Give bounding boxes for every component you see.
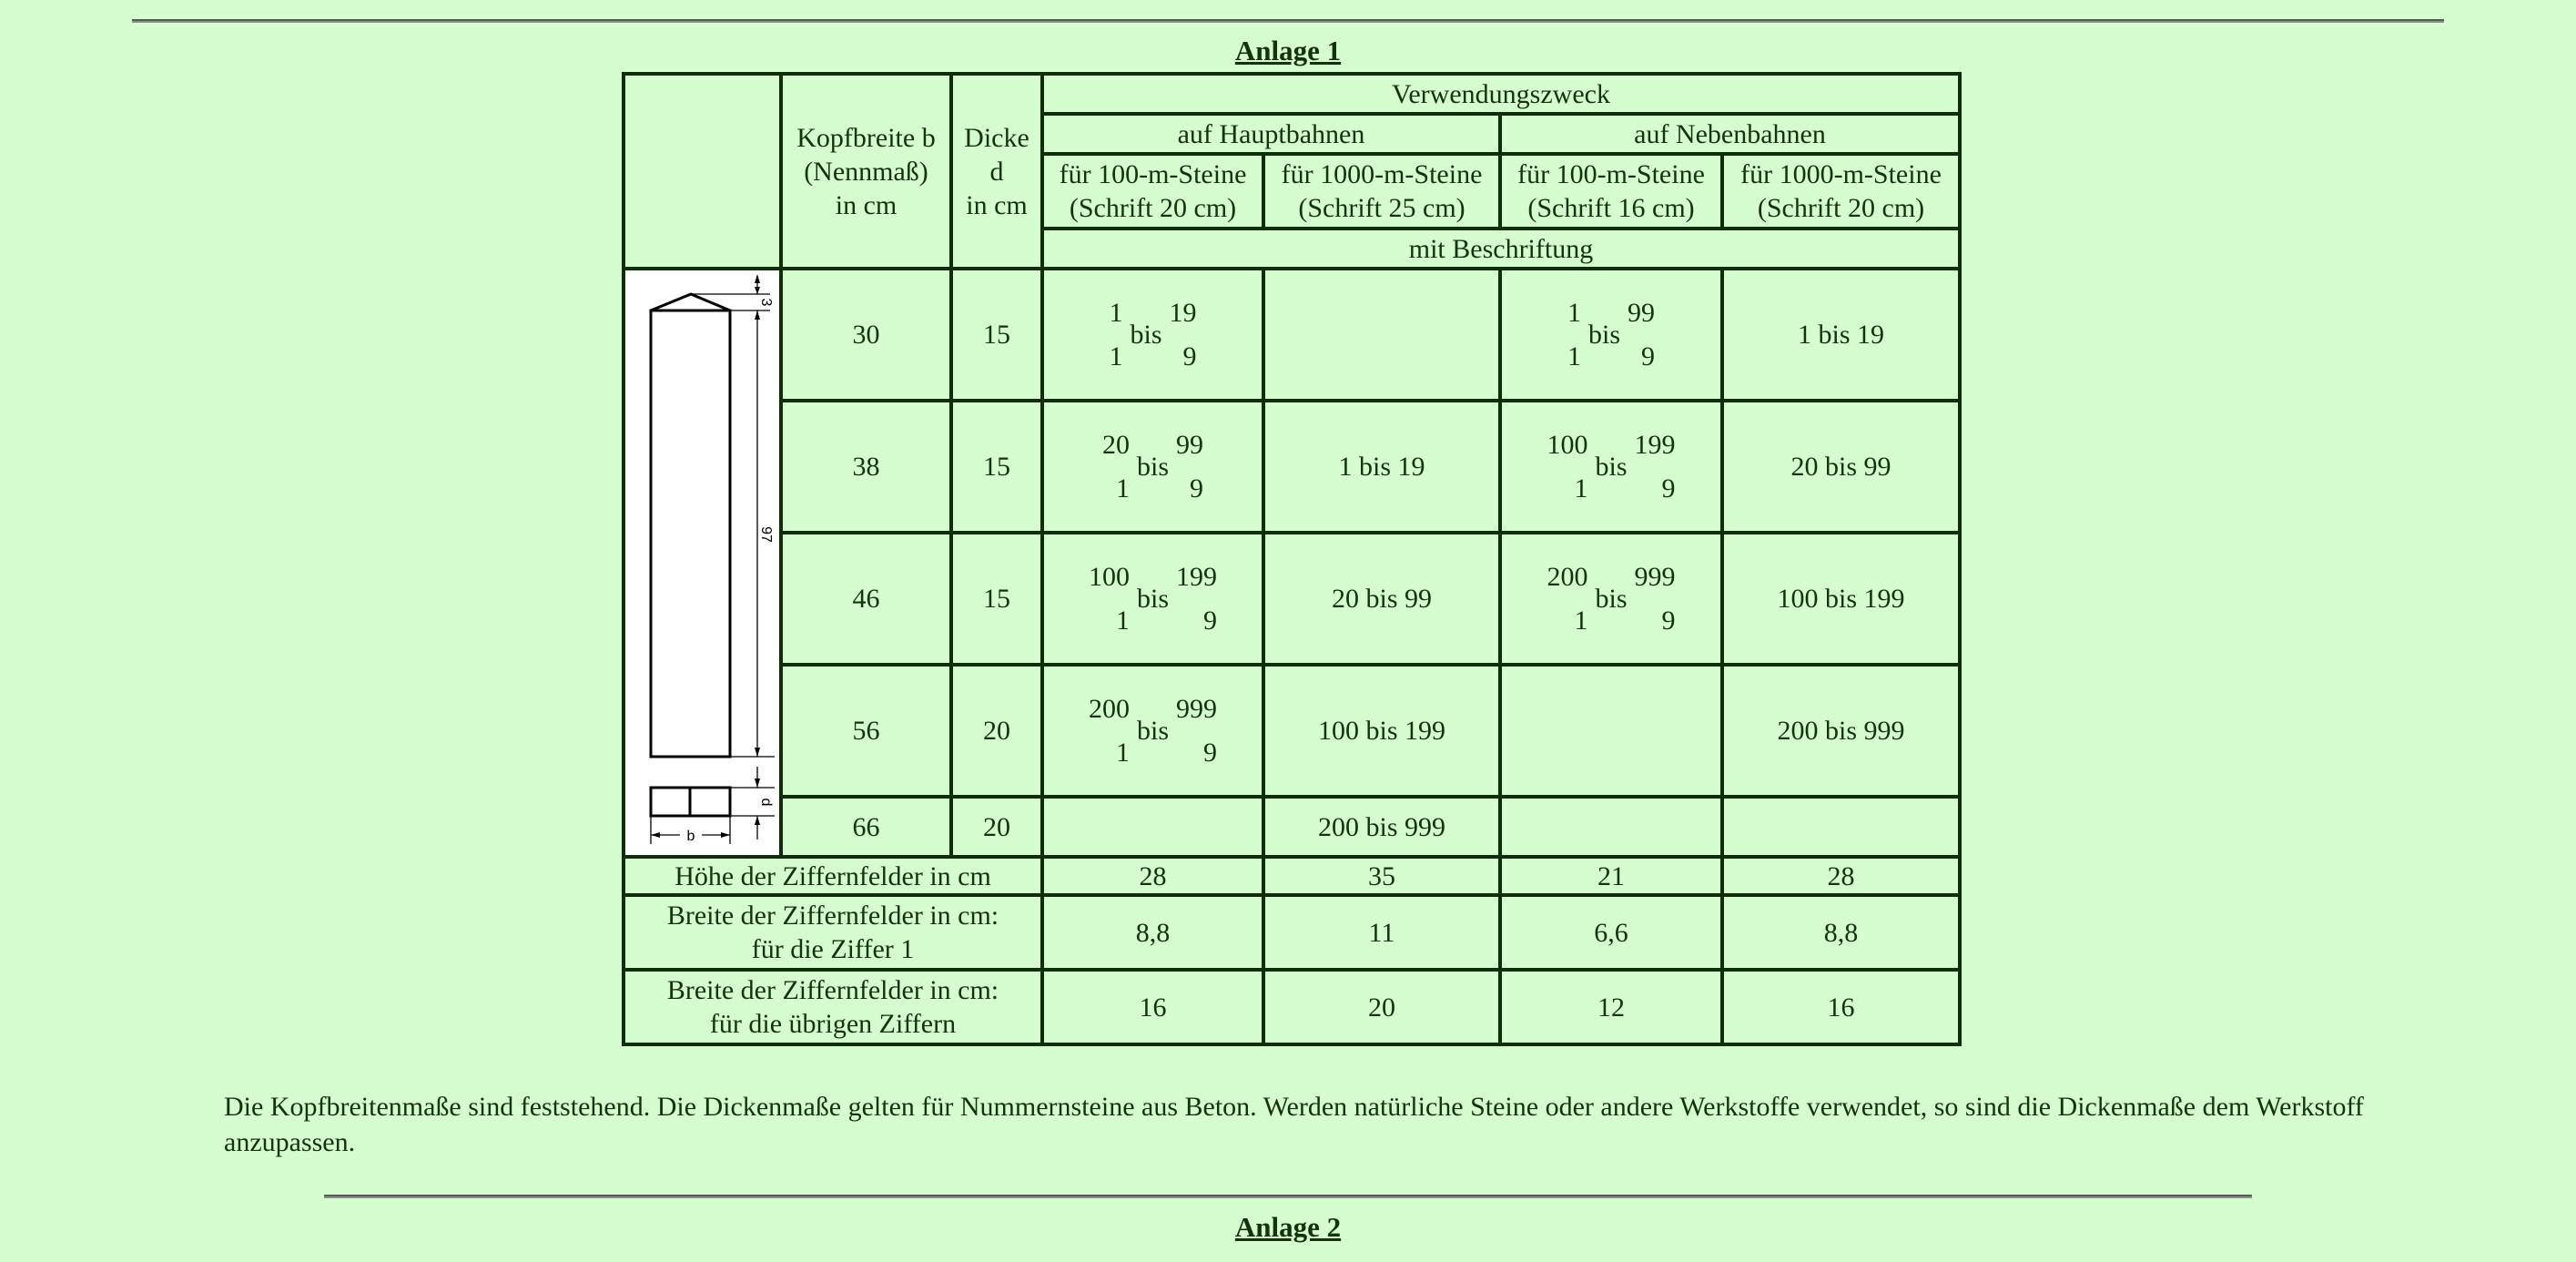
range-from-bottom: 1 bbox=[1115, 473, 1130, 504]
range-to-stack bbox=[1170, 291, 1197, 379]
footer-value-cell: 8,8 bbox=[1042, 895, 1263, 970]
split-range bbox=[1547, 555, 1675, 643]
range-from-top: 100 bbox=[1547, 429, 1588, 460]
range-from-top: 20 bbox=[1101, 429, 1130, 460]
range-to-top: 199 bbox=[1176, 561, 1217, 592]
kopfbreite-cell: 38 bbox=[781, 401, 951, 533]
header-verwendungszweck: Verwendungszweck bbox=[1042, 74, 1960, 114]
dimension-label-3: 3 bbox=[758, 298, 774, 307]
range-from-bottom: 1 bbox=[1567, 341, 1581, 371]
stone-head bbox=[651, 294, 730, 310]
range-from-bottom: 1 bbox=[1115, 605, 1130, 636]
kopfbreite-cell: 56 bbox=[781, 665, 951, 797]
range-cell: 20 bis 99 bbox=[1263, 533, 1500, 665]
footer-value-cell: 11 bbox=[1263, 895, 1500, 970]
footer-label-line: Breite der Ziffernfelder in cm: bbox=[666, 975, 999, 1005]
table-row bbox=[624, 533, 1960, 665]
range-cell bbox=[1500, 401, 1722, 533]
range-from-stack bbox=[1109, 291, 1122, 379]
header-nebenbahnen: auf Nebenbahnen bbox=[1500, 114, 1960, 154]
header-column-line1: für 100-m-Steine bbox=[1517, 159, 1705, 189]
range-to-bottom: 9 bbox=[1641, 341, 1655, 371]
dimension-label-d: d bbox=[758, 798, 774, 807]
table-row-hoehe bbox=[624, 857, 1960, 895]
range-to-bottom: 9 bbox=[1190, 473, 1203, 504]
range-from-bottom: 1 bbox=[1574, 473, 1588, 504]
range-word: bis bbox=[1136, 452, 1169, 483]
range-cell: 100 bis 199 bbox=[1722, 533, 1960, 665]
footer-label-line: für die Ziffer 1 bbox=[751, 934, 915, 964]
range-cell bbox=[1042, 269, 1263, 401]
range-from-top: 200 bbox=[1547, 561, 1588, 592]
dicke-cell: 20 bbox=[951, 797, 1042, 857]
split-range bbox=[1102, 423, 1203, 511]
range-cell: 200 bis 999 bbox=[1722, 665, 1960, 797]
range-from-top: 200 bbox=[1088, 693, 1130, 724]
header-kopfbreite-line1: Kopfbreite b bbox=[796, 122, 936, 153]
table-row bbox=[624, 269, 1960, 401]
footer-label bbox=[624, 970, 1042, 1044]
footer-value-cell: 12 bbox=[1500, 970, 1722, 1044]
range-cell bbox=[1722, 797, 1960, 857]
header-dicke-line1: Dicke bbox=[964, 122, 1029, 153]
range-cell: 1 bis 19 bbox=[1722, 269, 1960, 401]
kopfbreite-cell: 46 bbox=[781, 533, 951, 665]
range-word: bis bbox=[1130, 320, 1162, 351]
range-cell: 200 bis 999 bbox=[1263, 797, 1500, 857]
range-to-top: 99 bbox=[1628, 297, 1655, 328]
range-from-bottom: 1 bbox=[1574, 605, 1588, 636]
range-word: bis bbox=[1595, 452, 1628, 483]
range-from-bottom: 1 bbox=[1115, 737, 1130, 768]
range-cell: 1 bis 19 bbox=[1263, 401, 1500, 533]
range-cell bbox=[1500, 665, 1722, 797]
header-column bbox=[1500, 154, 1722, 229]
range-from-stack bbox=[1102, 423, 1130, 511]
note-paragraph: Die Kopfbreitenmaße sind feststehend. Die Dickenmaße gelten für Nummernsteine aus Beton. Werden natürliche Steine oder andere Werkstoffe verwendet, so sind die Dickenmaße dem Werkstoff anzupassen. bbox=[224, 1092, 2364, 1157]
header-column-line1: für 1000-m-Steine bbox=[1740, 159, 1942, 189]
heading-anlage-2: Anlage 2 bbox=[1234, 1211, 1342, 1243]
anlage-1-table bbox=[622, 72, 1962, 1046]
table-row bbox=[624, 665, 1960, 797]
header-dicke bbox=[951, 74, 1042, 269]
range-cell bbox=[1500, 797, 1722, 857]
header-kopfbreite bbox=[781, 74, 951, 269]
header-empty-cell bbox=[624, 74, 781, 269]
header-column-line2: (Schrift 20 cm) bbox=[1757, 193, 1925, 223]
header-column-line2: (Schrift 20 cm) bbox=[1069, 193, 1237, 223]
header-dicke-line2: d bbox=[989, 156, 1004, 187]
range-to-top: 199 bbox=[1634, 429, 1676, 460]
range-to-bottom: 9 bbox=[1203, 737, 1217, 768]
split-range bbox=[1547, 423, 1675, 511]
table-row-breite-uebrige bbox=[624, 970, 1960, 1044]
range-from-stack bbox=[1089, 555, 1130, 643]
range-to-stack bbox=[1635, 555, 1676, 643]
footer-label bbox=[624, 857, 1042, 895]
stone-drawing-cell bbox=[624, 269, 781, 857]
number-stone-drawing bbox=[629, 270, 776, 855]
footer-label-line: für die übrigen Ziffern bbox=[709, 1009, 957, 1039]
range-word: bis bbox=[1136, 584, 1169, 615]
range-to-top: 999 bbox=[1176, 693, 1217, 724]
range-cell bbox=[1263, 269, 1500, 401]
dimension-label-97: 97 bbox=[758, 526, 774, 543]
footer-value-cell: 21 bbox=[1500, 857, 1722, 895]
range-from-top: 1 bbox=[1567, 297, 1581, 328]
range-from-stack bbox=[1089, 687, 1130, 775]
range-cell bbox=[1500, 533, 1722, 665]
range-to-stack bbox=[1628, 291, 1655, 379]
range-to-bottom: 9 bbox=[1661, 605, 1676, 636]
kopfbreite-cell: 30 bbox=[781, 269, 951, 401]
header-column bbox=[1722, 154, 1960, 229]
range-to-top: 19 bbox=[1169, 297, 1197, 328]
header-kopfbreite-line3: in cm bbox=[835, 189, 898, 220]
range-to-stack bbox=[1176, 555, 1217, 643]
table-row bbox=[624, 797, 1960, 857]
table-row bbox=[624, 401, 1960, 533]
range-from-top: 100 bbox=[1088, 561, 1130, 592]
dicke-cell: 15 bbox=[951, 401, 1042, 533]
range-to-bottom: 9 bbox=[1203, 605, 1217, 636]
split-range bbox=[1109, 291, 1196, 379]
dicke-cell: 20 bbox=[951, 665, 1042, 797]
stone-body bbox=[651, 310, 730, 757]
range-cell bbox=[1042, 533, 1263, 665]
split-range bbox=[1089, 555, 1217, 643]
range-to-stack bbox=[1635, 423, 1676, 511]
range-word: bis bbox=[1587, 320, 1620, 351]
footer-label bbox=[624, 895, 1042, 970]
header-hauptbahnen: auf Hauptbahnen bbox=[1042, 114, 1500, 154]
horizontal-rule-top bbox=[132, 19, 2444, 23]
header-dicke-line3: in cm bbox=[966, 189, 1028, 220]
range-cell bbox=[1500, 269, 1722, 401]
footer-value-cell: 20 bbox=[1263, 970, 1500, 1044]
kopfbreite-cell: 66 bbox=[781, 797, 951, 857]
header-kopfbreite-line2: (Nennmaß) bbox=[804, 156, 928, 187]
range-from-top: 1 bbox=[1109, 297, 1123, 328]
heading-anlage-1: Anlage 1 bbox=[1234, 35, 1342, 66]
footer-value-cell: 28 bbox=[1722, 857, 1960, 895]
header-column bbox=[1042, 154, 1263, 229]
range-cell: 20 bis 99 bbox=[1722, 401, 1960, 533]
split-range bbox=[1567, 291, 1655, 379]
range-cell: 100 bis 199 bbox=[1263, 665, 1500, 797]
footer-value-cell: 28 bbox=[1042, 857, 1263, 895]
footer-value-cell: 8,8 bbox=[1722, 895, 1960, 970]
footer-value-cell: 16 bbox=[1042, 970, 1263, 1044]
range-cell bbox=[1042, 401, 1263, 533]
footer-value-cell: 16 bbox=[1722, 970, 1960, 1044]
range-to-bottom: 9 bbox=[1661, 473, 1676, 504]
range-from-stack bbox=[1547, 555, 1587, 643]
range-word: bis bbox=[1136, 716, 1169, 747]
range-to-top: 999 bbox=[1634, 561, 1676, 592]
header-column bbox=[1263, 154, 1500, 229]
range-cell bbox=[1042, 797, 1263, 857]
footer-label-line: Höhe der Ziffernfelder in cm bbox=[674, 860, 991, 891]
footer-value-cell: 6,6 bbox=[1500, 895, 1722, 970]
header-column-line1: für 100-m-Steine bbox=[1059, 159, 1247, 189]
table-row-breite-ziffer-1 bbox=[624, 895, 1960, 970]
header-column-line2: (Schrift 16 cm) bbox=[1527, 193, 1695, 223]
range-from-stack bbox=[1567, 291, 1581, 379]
footer-label-line: Breite der Ziffernfelder in cm: bbox=[666, 901, 999, 931]
footer-value-cell: 35 bbox=[1263, 857, 1500, 895]
split-range bbox=[1089, 687, 1217, 775]
horizontal-rule-middle bbox=[324, 1195, 2252, 1198]
header-mit-beschriftung: mit Beschriftung bbox=[1042, 229, 1960, 269]
dimension-label-b: b bbox=[686, 829, 695, 844]
range-from-stack bbox=[1547, 423, 1587, 511]
range-to-stack bbox=[1176, 423, 1203, 511]
range-to-top: 99 bbox=[1176, 429, 1203, 460]
dicke-cell: 15 bbox=[951, 533, 1042, 665]
header-column-line1: für 1000-m-Steine bbox=[1281, 159, 1483, 189]
range-to-bottom: 9 bbox=[1182, 341, 1197, 371]
range-from-bottom: 1 bbox=[1109, 341, 1123, 371]
dicke-cell: 15 bbox=[951, 269, 1042, 401]
range-cell bbox=[1042, 665, 1263, 797]
range-to-stack bbox=[1176, 687, 1217, 775]
header-column-line2: (Schrift 25 cm) bbox=[1298, 193, 1465, 223]
range-word: bis bbox=[1595, 584, 1628, 615]
